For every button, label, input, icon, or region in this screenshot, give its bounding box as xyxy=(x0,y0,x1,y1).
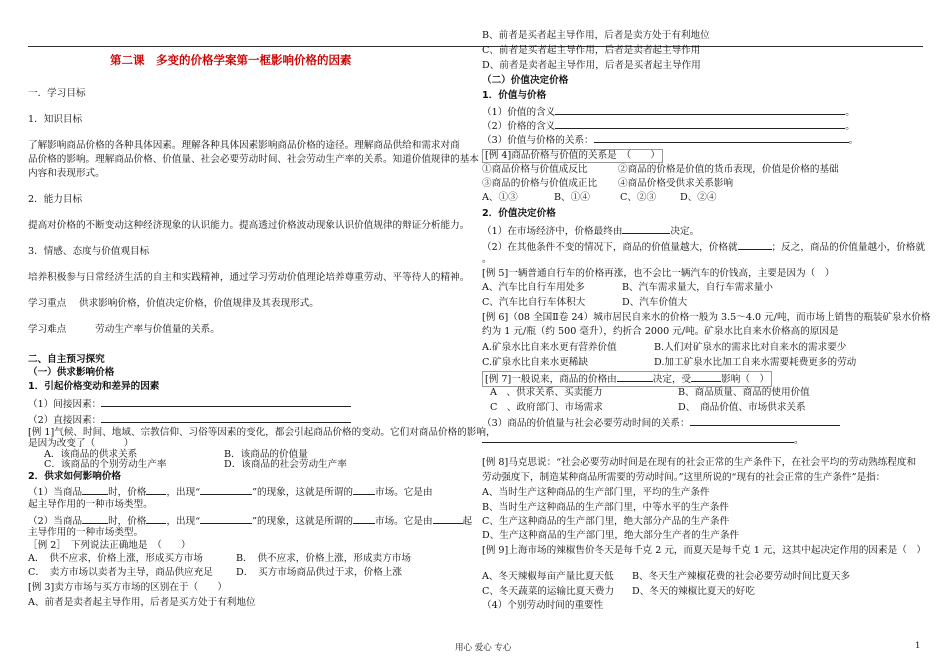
topic-heading: 2．价值决定价格 xyxy=(482,208,556,219)
text-line: 起主导作用的一种市场类型。 xyxy=(28,499,153,510)
page-number: 1 xyxy=(915,641,921,651)
option: C、前者是买者起主导作用，后者是卖者起主导作用 xyxy=(482,45,701,56)
fill-line: （3）商品的价值量与社会必要劳动时间的关系： xyxy=(482,416,840,430)
example-1: [例 1]气候、时间、地域、宗教信仰、习俗等因素的变化，都会引起商品价格的变动。它们对商品价格的影响， xyxy=(28,427,496,438)
option: C.矿泉水比自来水更稀缺 xyxy=(482,357,588,368)
text-line: （4）个别劳动时间的重要性 xyxy=(482,600,604,611)
option: B、①④ xyxy=(554,192,590,203)
option: C． 卖方市场以卖者为主导，商品供应充足 xyxy=(28,567,213,578)
option: A、前者是卖者起主导作用，后者是买方处于有利地位 xyxy=(28,597,256,608)
difficult-point: 学习难点 劳动生产率与价值量的关系。 xyxy=(28,324,220,335)
option: C．该商品的个别劳动生产率 xyxy=(44,459,167,470)
text-line: 提高对价格的不断变动这种经济现象的认识能力。提高透过价格波动现象认识价值规律的辩证分析能力。 xyxy=(28,220,470,231)
topic-heading: 1．价值与价格 xyxy=(482,90,547,101)
option: A、汽车比自行车用处多 xyxy=(482,282,585,293)
option: D.加工矿泉水比加工自来水需要耗费更多的劳动 xyxy=(654,357,857,368)
fill-line: 。 xyxy=(482,433,804,447)
option: C、汽车比自行车体积大 xyxy=(482,297,586,308)
fill-line: （2）直接因素： xyxy=(28,413,351,427)
text-line: 培养积极参与日常经济生活的自主和实践精神，通过学习劳动价值理论培养尊重劳动、平等待人的精神。 xyxy=(28,272,470,283)
header-rule xyxy=(28,46,923,47)
text-line: 。 xyxy=(482,254,492,265)
text-line: 劳动强度下，制造某种商品所需要的劳动时间。”这里所说的“现有的社会正常的生产条件”是指： xyxy=(482,472,886,483)
page-title: 第二课 多变的价格学案第一框影响价格的因素 xyxy=(110,53,352,67)
example-3: [例 3]卖方市场与买方市场的区别在于（ ） xyxy=(28,582,227,593)
section-heading: 一．学习目标 xyxy=(28,88,86,99)
example-1-stem: 是因为改变了（ ） xyxy=(28,438,134,449)
option: D、前者是卖者起主导作用，后者是买者起主导作用 xyxy=(482,60,701,71)
option: B．该商品的价值量 xyxy=(224,449,308,460)
option: A、冬天辣椒每亩产量比夏天低 xyxy=(482,571,614,582)
option: C、冬天蔬菜的运输比夏天费力 xyxy=(482,586,615,597)
example-4: [例 4]商品价格与价值的关系是 （ ） xyxy=(482,149,663,163)
option: D、②④ xyxy=(680,192,717,203)
option: D． 买方市场商品供过于求，价格上涨 xyxy=(236,567,402,578)
option: B、当时生产这种商品的生产部门里，中等水平的生产条件 xyxy=(482,502,729,513)
option: A、当时生产这种商品的生产部门里，平均的生产条件 xyxy=(482,487,710,498)
text-line: 约为 1 元/瓶（约 500 毫升），约折合 2000 元/吨。矿泉水比自来水价格高的原因是 xyxy=(482,326,839,337)
option: D、冬天的辣椒比夏天的好吃 xyxy=(632,586,755,597)
fill-line: （1）在市场经济中，价格最终由 决定。 xyxy=(482,226,700,237)
option: B、冬天生产辣椒花费的社会必要劳动时间比夏天多 xyxy=(632,571,851,582)
option: D．该商品的社会劳动生产率 xyxy=(224,459,347,470)
footer-text: 用心 爱心 专心 xyxy=(455,643,512,653)
text-line: 了解影响商品价格的各种具体因素。理解各种具体因素影响商品价格的途径。理解商品供给和需求对商 xyxy=(28,140,460,151)
option: ④商品价格受供求关系影响 xyxy=(618,178,734,189)
example-6: [例 6]（08 全国Ⅱ卷 24）城市居民自来水的价格一般为 3.5～4.0 元/吨，而市场上销售的瓶装矿泉水价格 xyxy=(482,312,931,323)
text-line: 主导作用的一种市场类型。 xyxy=(28,527,144,538)
fill-line: （2）在其他条件不变的情况下，商品的价值量越大，价格就 ；反之，商品的价值量越小，价格就 xyxy=(482,242,926,253)
example-5: [例 5]一辆普通自行车的价格再涨，也不会比一辆汽车的价钱高，主要是因为（ ） xyxy=(482,268,835,279)
fill-line: （1）价值的含义 。 xyxy=(482,107,855,118)
example-9: [例 9]上海市场的辣椒售价冬天是每千克 2 元，而夏天是每千克 1 元，这其中起决定作用的因素是（ ） xyxy=(482,545,926,556)
option: B、前者是买者起主导作用，后者是卖方处于有利地位 xyxy=(482,30,710,41)
option: A 、供求关系、买卖能力 xyxy=(490,387,603,398)
option: A、①③ xyxy=(482,192,518,203)
fill-line: （1）间接因素： xyxy=(28,397,351,411)
fill-line: （3）价值与价格的关系： 。 xyxy=(482,135,859,146)
option: A． 供不应求，价格上涨，形成买方市场 xyxy=(28,553,203,564)
subsection-heading: （一）供求影响价格 xyxy=(28,367,115,378)
option: C、②③ xyxy=(620,192,657,203)
subheading: 2．能力目标 xyxy=(28,194,83,205)
option: A.矿泉水比自来水更有营养价值 xyxy=(482,342,617,353)
option: D、汽车价值大 xyxy=(622,297,688,308)
text-line: 品价格的影响。理解商品价格、价值量、社会必要劳动时间、社会劳动生产率的关系。知道价值规律的基本 xyxy=(28,154,479,165)
option: C 、政府部门、市场需求 xyxy=(490,402,603,413)
option: B、商品质量、商品的使用价值 xyxy=(678,387,810,398)
example-8: [例 8]马克思说：“社会必要劳动时间是在现有的社会正常的生产条件下，在社会平均的劳动熟练程度和 xyxy=(482,457,917,468)
option: B． 供不应求，价格上涨，形成卖方市场 xyxy=(236,553,411,564)
option: B.人们对矿泉水的需求比对自来水的需求要少 xyxy=(654,342,847,353)
subsection-heading: （二）价值决定价格 xyxy=(482,75,569,86)
fill-line: （2）价格的含义 。 xyxy=(482,121,855,132)
option: D、 商品价值、市场供求关系 xyxy=(678,402,806,413)
topic-heading: 2．供求如何影响价格 xyxy=(28,471,122,482)
key-point: 学习重点 供求影响价格，价值决定价格，价值规律及其表现形式。 xyxy=(28,298,319,309)
topic-heading: 1．引起价格变动和差异的因素 xyxy=(28,381,160,392)
option: ①商品价格与价值成反比 xyxy=(482,164,588,175)
option: D、生产这种商品的生产部门里，绝大部分生产者的生产条件 xyxy=(482,530,740,541)
section-heading: 二、自主预习探究 xyxy=(28,354,105,365)
text-line: 内容和表现形式。 xyxy=(28,168,105,179)
option: ③商品的价格与价值成正比 xyxy=(482,178,598,189)
example-7: [例 7]一般说来，商品的价格由 决定，受 影响（ ） xyxy=(482,371,772,387)
fill-line: （2）当商品 时，价格 ，出现“ ”的现象，这就是所谓的 市场。它是由 起 xyxy=(28,516,473,527)
subheading: 3．情感、态度与价值观目标 xyxy=(28,246,150,257)
option: C、生产这种商品的生产部门里，绝大部分产品的生产条件 xyxy=(482,516,730,527)
fill-line: （1）当商品 时，价格 ，出现“ ”的现象，这就是所谓的 市场。它是由 xyxy=(28,487,433,498)
subheading: 1．知识目标 xyxy=(28,114,83,125)
option: B、汽车需求量大，自行车需求量小 xyxy=(622,282,773,293)
example-2: ［例 2］ 下列说法正确地是 （ ） xyxy=(28,540,191,551)
option: A．该商品的供求关系 xyxy=(44,449,138,460)
option: ②商品的价格是价值的货币表现，价值是价格的基础 xyxy=(618,164,839,175)
